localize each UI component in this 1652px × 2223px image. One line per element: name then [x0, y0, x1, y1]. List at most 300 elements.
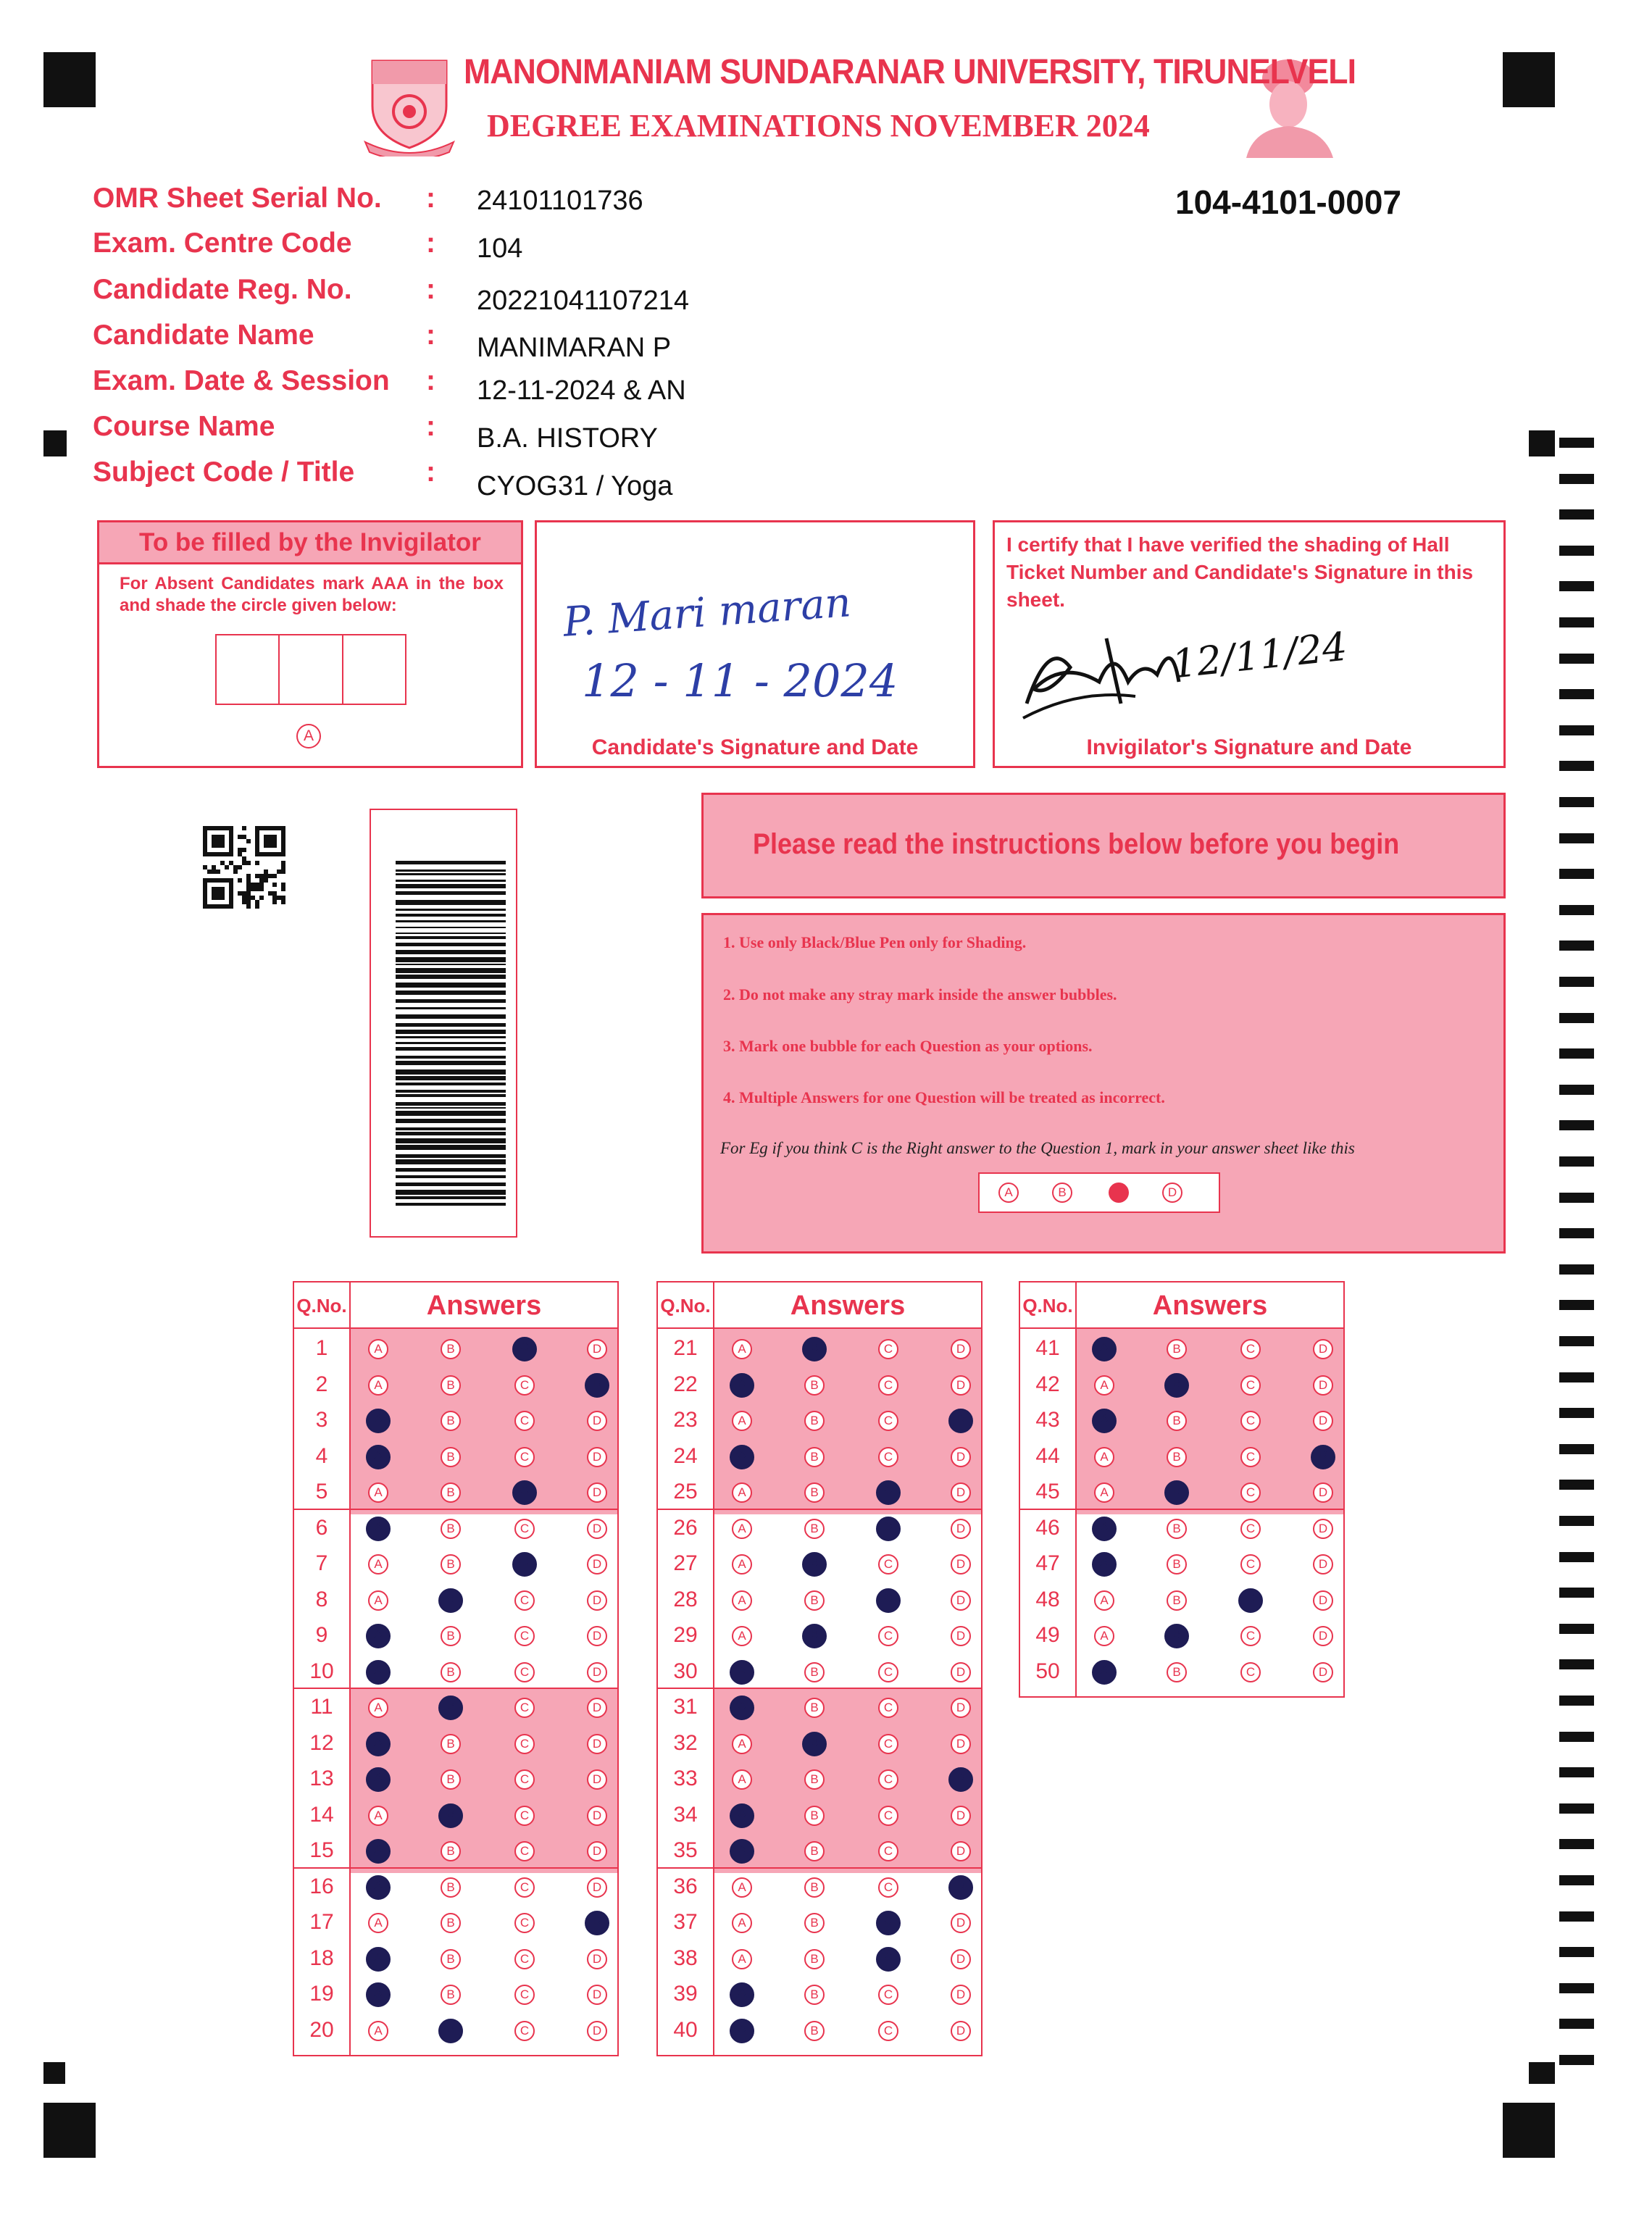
timing-mark: [1559, 761, 1594, 771]
answer-bubble-c[interactable]: C: [512, 1480, 537, 1505]
answer-bubble-a[interactable]: A: [732, 1877, 752, 1898]
answer-bubble-c[interactable]: C: [514, 1626, 535, 1646]
answer-bubble-c[interactable]: C: [514, 1375, 535, 1396]
answer-bubble-d[interactable]: D: [1313, 1339, 1333, 1359]
timing-mark: [1559, 1983, 1594, 1993]
answer-bubble-a[interactable]: A: [366, 1875, 391, 1900]
answer-bubble-b[interactable]: B: [1167, 1411, 1187, 1431]
answer-bubble-b[interactable]: B: [804, 2021, 825, 2041]
answer-bubble-c[interactable]: C: [514, 1877, 535, 1898]
answer-bubble-b[interactable]: B: [804, 1447, 825, 1467]
answer-bubble-c[interactable]: C: [878, 1626, 898, 1646]
answer-bubble-b[interactable]: B: [804, 1519, 825, 1539]
answer-bubble-b[interactable]: B: [1167, 1554, 1187, 1575]
question-number: 35: [673, 1838, 698, 1862]
answer-bubble-d[interactable]: D: [951, 1806, 971, 1826]
answer-bubble-a[interactable]: A: [1092, 1517, 1117, 1541]
booklet-code: 104-4101-0007: [1175, 183, 1402, 221]
answer-bubble-d[interactable]: D: [587, 1482, 607, 1503]
question-number: 16: [309, 1874, 334, 1898]
answer-bubble-b[interactable]: B: [804, 1949, 825, 1969]
field-value: 12-11-2024 & AN: [477, 375, 686, 406]
timing-mark: [1559, 1372, 1594, 1382]
timing-mark: [1559, 977, 1594, 987]
answer-bubble-c[interactable]: C: [1240, 1626, 1261, 1646]
answer-bubble-b[interactable]: B: [441, 1662, 461, 1682]
answer-bubble-b[interactable]: B: [804, 1482, 825, 1503]
answer-bubble-c[interactable]: C: [1240, 1447, 1261, 1467]
answer-bubble-d[interactable]: D: [951, 1841, 971, 1861]
answer-bubble-d[interactable]: D: [587, 1519, 607, 1539]
answer-bubble-d[interactable]: D: [587, 1411, 607, 1431]
answer-bubble-b[interactable]: B: [804, 1841, 825, 1861]
timing-mark: [1559, 1444, 1594, 1454]
question-number: 28: [673, 1587, 698, 1611]
answer-bubble-c[interactable]: C: [514, 1698, 535, 1718]
field-value: 20221041107214: [477, 285, 690, 316]
answer-bubble-a[interactable]: A: [366, 1839, 391, 1864]
answer-bubble-c[interactable]: C: [514, 2021, 535, 2041]
answer-bubble-d[interactable]: D: [587, 1626, 607, 1646]
question-number: 11: [310, 1695, 333, 1719]
question-number: 47: [1035, 1551, 1060, 1575]
answer-bubble-c[interactable]: C: [878, 1734, 898, 1754]
field-value: B.A. HISTORY: [477, 423, 658, 454]
answer-bubble-d[interactable]: D: [1313, 1662, 1333, 1682]
answer-bubble-c[interactable]: C: [514, 1769, 535, 1790]
answer-bubble-d[interactable]: D: [587, 1698, 607, 1718]
answer-bubble-a[interactable]: A: [368, 1913, 388, 1933]
timing-mark: [1559, 1193, 1594, 1203]
answer-bubble-a[interactable]: A: [366, 1732, 391, 1756]
answer-bubble-d[interactable]: D: [587, 1554, 607, 1575]
answers-header: Answers: [1077, 1282, 1343, 1329]
timing-mark: [1559, 1839, 1594, 1849]
answer-bubble-a[interactable]: A: [1094, 1482, 1114, 1503]
answer-bubble-d[interactable]: D: [587, 2021, 607, 2041]
timing-mark: [1559, 1048, 1594, 1059]
question-number: 18: [309, 1945, 334, 1970]
question-number: 14: [309, 1802, 334, 1827]
answer-bubble-a[interactable]: A: [366, 1624, 391, 1648]
timing-mark: [1559, 1911, 1594, 1922]
answer-bubble-d[interactable]: D: [951, 1339, 971, 1359]
answer-bubble-a[interactable]: A: [368, 1482, 388, 1503]
answer-bubble-c[interactable]: C: [878, 1985, 898, 2005]
timing-mark: [1559, 1228, 1594, 1238]
question-number: 20: [309, 2017, 334, 2042]
timing-mark: [1559, 1767, 1594, 1777]
question-number: 32: [673, 1730, 698, 1755]
answer-bubble-a[interactable]: A: [730, 1803, 754, 1828]
answer-bubble-d[interactable]: D: [1313, 1482, 1333, 1503]
answer-bubble-a[interactable]: A: [732, 1554, 752, 1575]
answer-bubble-b[interactable]: B: [441, 1841, 461, 1861]
answer-bubble-c[interactable]: C: [878, 1375, 898, 1396]
answer-bubble-b[interactable]: B: [802, 1337, 827, 1361]
answer-bubble-b[interactable]: B: [804, 1913, 825, 1933]
answer-bubble-c[interactable]: C: [514, 1913, 535, 1933]
answer-bubble-d[interactable]: D: [587, 1590, 607, 1611]
answer-bubble-a[interactable]: A: [1092, 1409, 1117, 1433]
timing-mark: [1559, 725, 1594, 735]
answer-bubble-b[interactable]: B: [441, 1734, 461, 1754]
answer-bubble-b[interactable]: B: [438, 2019, 463, 2043]
registration-mark: [43, 2062, 65, 2084]
answer-bubble-b[interactable]: B: [804, 1590, 825, 1611]
answer-bubble-a[interactable]: A: [1094, 1626, 1114, 1646]
answer-bubble-a[interactable]: A: [368, 2021, 388, 2041]
answer-bubble-b[interactable]: B: [804, 1375, 825, 1396]
answer-bubble-d[interactable]: D: [1313, 1375, 1333, 1396]
answer-bubble-c[interactable]: C: [1240, 1519, 1261, 1539]
question-number: 27: [673, 1551, 698, 1575]
question-number: 13: [309, 1767, 334, 1790]
instruction-2: 2. Do not make any stray mark inside the answer bubbles.: [723, 985, 1117, 1004]
instruction-4: 4. Multiple Answers for one Question will be treated as incorrect.: [723, 1088, 1165, 1106]
answer-bubble-c[interactable]: C: [876, 1480, 901, 1505]
question-number: 23: [673, 1408, 698, 1432]
answer-bubble-d[interactable]: D: [951, 1590, 971, 1611]
answer-bubble-d[interactable]: D: [951, 2021, 971, 2041]
answer-bubble-a[interactable]: A: [730, 1696, 754, 1720]
shaded-row-band: [351, 1401, 617, 1437]
answer-bubble-b[interactable]: B: [802, 1624, 827, 1648]
answer-bubble-b[interactable]: B: [441, 1913, 461, 1933]
answer-bubble-b[interactable]: B: [804, 1985, 825, 2005]
answer-bubble-a[interactable]: A: [1092, 1552, 1117, 1577]
block-divider: [1020, 1509, 1343, 1510]
answer-bubble-d[interactable]: D: [948, 1767, 973, 1792]
answer-bubble-c[interactable]: C: [512, 1337, 537, 1361]
answer-bubble-d[interactable]: D: [951, 1554, 971, 1575]
answer-bubble-d[interactable]: D: [587, 1806, 607, 1826]
answer-bubble-a[interactable]: A: [732, 1734, 752, 1754]
absent-code-boxes[interactable]: [215, 634, 406, 705]
block-divider: [658, 1688, 981, 1689]
answer-bubble-d[interactable]: D: [587, 1985, 607, 2005]
answer-bubble-d[interactable]: D: [948, 1409, 973, 1433]
answer-bubble-c[interactable]: C: [876, 1911, 901, 1935]
field-label: OMR Sheet Serial No.: [93, 183, 382, 214]
timing-mark: [1559, 1803, 1594, 1814]
answer-bubble-d[interactable]: D: [1313, 1411, 1333, 1431]
answer-bubble-c[interactable]: C: [878, 1806, 898, 1826]
example-bubble-d: D: [1162, 1183, 1182, 1203]
field-label: Course Name: [93, 411, 275, 442]
answer-bubble-c[interactable]: C: [1240, 1411, 1261, 1431]
answer-bubble-a[interactable]: A: [1094, 1447, 1114, 1467]
answer-bubble-d[interactable]: D: [951, 1949, 971, 1969]
answer-bubble-c[interactable]: C: [514, 1590, 535, 1611]
answer-bubble-d[interactable]: D: [1313, 1554, 1333, 1575]
answer-bubble-d[interactable]: D: [951, 1913, 971, 1933]
answer-bubble-a[interactable]: A: [1092, 1660, 1117, 1685]
answer-bubble-c[interactable]: C: [876, 1947, 901, 1972]
answer-bubble-b[interactable]: B: [804, 1698, 825, 1718]
answer-bubble-b[interactable]: B: [438, 1588, 463, 1613]
qr-code: [203, 826, 285, 909]
answer-bubble-b[interactable]: B: [804, 1806, 825, 1826]
absent-bubble[interactable]: A: [296, 724, 321, 748]
answer-bubble-d[interactable]: D: [585, 1373, 609, 1398]
answer-bubble-c[interactable]: C: [1240, 1662, 1261, 1682]
timing-mark: [1559, 905, 1594, 915]
answer-bubble-a[interactable]: A: [730, 1445, 754, 1469]
answer-bubble-c[interactable]: C: [1240, 1554, 1261, 1575]
answer-bubble-d[interactable]: D: [951, 1985, 971, 2005]
answer-bubble-c[interactable]: C: [878, 1554, 898, 1575]
answer-bubble-a[interactable]: A: [366, 1409, 391, 1433]
example-bubble-c: C: [1109, 1183, 1129, 1203]
field-label: Subject Code / Title: [93, 456, 355, 488]
block-divider: [658, 1509, 981, 1510]
timing-mark: [1559, 1516, 1594, 1526]
university-logo: [362, 55, 456, 157]
question-number: 46: [1035, 1515, 1060, 1540]
question-number: 29: [673, 1623, 698, 1647]
field-value: CYOG31 / Yoga: [477, 471, 673, 501]
answer-bubble-c[interactable]: C: [876, 1517, 901, 1541]
field-value: MANIMARAN P: [477, 333, 672, 363]
question-number: 44: [1035, 1443, 1060, 1468]
answer-bubble-d[interactable]: D: [951, 1626, 971, 1646]
answer-bubble-c[interactable]: C: [1240, 1375, 1261, 1396]
answer-bubble-c[interactable]: C: [514, 1985, 535, 2005]
question-number: 33: [673, 1767, 698, 1790]
answer-bubble-c[interactable]: C: [878, 1411, 898, 1431]
timing-mark: [1559, 1120, 1594, 1130]
answer-bubble-a[interactable]: A: [366, 1517, 391, 1541]
candidate-sign-date: 12 - 11 - 2024: [582, 654, 898, 707]
answer-bubble-a[interactable]: A: [732, 1913, 752, 1933]
answer-bubble-c[interactable]: C: [514, 1806, 535, 1826]
answer-bubble-c[interactable]: C: [1238, 1588, 1263, 1613]
answer-bubble-d[interactable]: D: [1313, 1590, 1333, 1611]
answer-bubble-b[interactable]: B: [441, 1626, 461, 1646]
answer-bubble-c[interactable]: C: [878, 1769, 898, 1790]
answer-bubble-b[interactable]: B: [441, 1985, 461, 2005]
question-number: 22: [673, 1372, 698, 1396]
answer-bubble-b[interactable]: B: [802, 1552, 827, 1577]
answer-bubble-d[interactable]: D: [1311, 1445, 1335, 1469]
timing-mark: [1559, 1156, 1594, 1167]
answer-bubble-a[interactable]: A: [732, 1949, 752, 1969]
answer-bubble-d[interactable]: D: [951, 1519, 971, 1539]
answer-bubble-d[interactable]: D: [587, 1339, 607, 1359]
answer-bubble-a[interactable]: A: [732, 1626, 752, 1646]
answer-bubble-c[interactable]: C: [876, 1588, 901, 1613]
answer-bubble-a[interactable]: A: [732, 1590, 752, 1611]
shaded-row-band: [351, 1365, 617, 1401]
invigilator-sign-caption: Invigilator's Signature and Date: [1086, 735, 1412, 759]
answer-bubble-a[interactable]: A: [730, 1982, 754, 2007]
answer-bubble-a[interactable]: A: [368, 1806, 388, 1826]
shaded-row-band: [351, 1437, 617, 1473]
question-number: 31: [673, 1695, 698, 1719]
timing-mark: [1559, 1947, 1594, 1957]
answer-bubble-b[interactable]: B: [441, 1411, 461, 1431]
answer-bubble-a[interactable]: A: [732, 1411, 752, 1431]
question-number: 17: [309, 1910, 334, 1934]
question-number: 30: [673, 1659, 698, 1683]
answer-bubble-a[interactable]: A: [368, 1375, 388, 1396]
answer-bubble-b[interactable]: B: [804, 1877, 825, 1898]
answer-bubble-d[interactable]: D: [1313, 1626, 1333, 1646]
answer-bubble-a[interactable]: A: [732, 1482, 752, 1503]
answer-bubble-d[interactable]: D: [587, 1447, 607, 1467]
answer-bubble-c[interactable]: C: [878, 2021, 898, 2041]
timing-mark: [1559, 2019, 1594, 2029]
answer-bubble-c[interactable]: C: [514, 1411, 535, 1431]
answers-header: Answers: [351, 1282, 617, 1329]
answer-bubble-c[interactable]: C: [514, 1662, 535, 1682]
timing-mark: [1559, 581, 1594, 591]
answer-bubble-c[interactable]: C: [1240, 1339, 1261, 1359]
registration-mark: [1529, 2062, 1555, 2084]
answer-bubble-b[interactable]: B: [1164, 1373, 1189, 1398]
answer-bubble-d[interactable]: D: [951, 1734, 971, 1754]
timing-mark: [1559, 654, 1594, 664]
candidate-signature-box: [535, 520, 975, 768]
timing-mark: [1559, 1013, 1594, 1023]
candidate-sign-caption: Candidate's Signature and Date: [591, 735, 919, 759]
answer-bubble-a[interactable]: A: [368, 1698, 388, 1718]
answer-bubble-c[interactable]: C: [514, 1734, 535, 1754]
question-number: 39: [673, 1982, 698, 2006]
answer-bubble-a[interactable]: A: [366, 1982, 391, 2007]
answer-bubble-c[interactable]: C: [878, 1841, 898, 1861]
answer-bubble-b[interactable]: B: [1164, 1480, 1189, 1505]
answer-bubble-d[interactable]: D: [587, 1662, 607, 1682]
answer-bubble-d[interactable]: D: [587, 1841, 607, 1861]
answer-bubble-d[interactable]: D: [585, 1911, 609, 1935]
answer-bubble-b[interactable]: B: [441, 1447, 461, 1467]
answer-table: [656, 1281, 983, 2056]
example-text: For Eg if you think C is the Right answer to the Question 1, mark in your answer sheet like this: [720, 1139, 1355, 1157]
answer-bubble-a[interactable]: A: [730, 1373, 754, 1398]
answer-bubble-a[interactable]: A: [368, 1339, 388, 1359]
answer-bubble-b[interactable]: B: [1167, 1339, 1187, 1359]
timing-mark: [1559, 1624, 1594, 1634]
answer-bubble-d[interactable]: D: [951, 1698, 971, 1718]
timing-mark: [1559, 797, 1594, 807]
answer-bubble-d[interactable]: D: [1313, 1519, 1333, 1539]
answer-bubble-c[interactable]: C: [512, 1552, 537, 1577]
certify-text: I certify that I have verified the shading of Hall Ticket Number and Candidate's Signature in this sheet.: [1006, 533, 1474, 611]
answer-bubble-a[interactable]: A: [366, 1660, 391, 1685]
registration-mark: [43, 2103, 96, 2158]
field-colon: :: [426, 456, 435, 488]
answer-bubble-c[interactable]: C: [514, 1949, 535, 1969]
answer-bubble-b[interactable]: B: [1167, 1447, 1187, 1467]
answer-bubble-a[interactable]: A: [368, 1554, 388, 1575]
answer-bubble-c[interactable]: C: [878, 1447, 898, 1467]
answer-bubble-b[interactable]: B: [441, 1554, 461, 1575]
answer-bubble-a[interactable]: A: [732, 1769, 752, 1790]
answer-bubble-a[interactable]: A: [366, 1445, 391, 1469]
answer-bubble-b[interactable]: B: [1167, 1519, 1187, 1539]
answer-bubble-c[interactable]: C: [514, 1841, 535, 1861]
answer-bubble-c[interactable]: C: [1240, 1482, 1261, 1503]
shaded-row-band: [351, 1724, 617, 1760]
answer-bubble-a[interactable]: A: [1094, 1590, 1114, 1611]
answer-bubble-a[interactable]: A: [732, 1519, 752, 1539]
answer-bubble-b[interactable]: B: [1164, 1624, 1189, 1648]
answer-bubble-a[interactable]: A: [1092, 1337, 1117, 1361]
answer-bubble-b[interactable]: B: [1167, 1590, 1187, 1611]
answer-bubble-b[interactable]: B: [438, 1696, 463, 1720]
answer-bubble-b[interactable]: B: [441, 1877, 461, 1898]
barcode-box: [370, 809, 517, 1238]
answer-bubble-d[interactable]: D: [951, 1482, 971, 1503]
answer-bubble-a[interactable]: A: [730, 1839, 754, 1864]
answer-bubble-a[interactable]: A: [366, 1767, 391, 1792]
shaded-row-band: [714, 1365, 981, 1401]
question-number: 9: [315, 1623, 328, 1647]
answer-bubble-b[interactable]: B: [441, 1375, 461, 1396]
answer-bubble-b[interactable]: B: [1167, 1662, 1187, 1682]
candidate-signature: P. Mari maran: [562, 579, 853, 646]
answer-bubble-b[interactable]: B: [441, 1519, 461, 1539]
question-number: 38: [673, 1945, 698, 1970]
answer-bubble-b[interactable]: B: [441, 1769, 461, 1790]
answer-bubble-c[interactable]: C: [878, 1339, 898, 1359]
answer-bubble-c[interactable]: C: [878, 1662, 898, 1682]
answer-bubble-a[interactable]: A: [366, 1947, 391, 1972]
question-number: 50: [1035, 1659, 1060, 1683]
answer-bubble-c[interactable]: C: [878, 1698, 898, 1718]
question-number: 15: [309, 1838, 334, 1862]
answer-bubble-b[interactable]: B: [441, 1949, 461, 1969]
shaded-row-band: [1077, 1437, 1343, 1473]
answer-bubble-d[interactable]: D: [587, 1734, 607, 1754]
answer-bubble-b[interactable]: B: [804, 1662, 825, 1682]
answer-bubble-b[interactable]: B: [802, 1732, 827, 1756]
answer-bubble-d[interactable]: D: [951, 1662, 971, 1682]
answer-bubble-b[interactable]: B: [441, 1482, 461, 1503]
timing-mark: [1559, 617, 1594, 627]
answer-bubble-a[interactable]: A: [732, 1339, 752, 1359]
field-colon: :: [426, 183, 435, 214]
timing-mark: [1559, 509, 1594, 520]
answer-bubble-a[interactable]: A: [730, 1660, 754, 1685]
registration-mark: [43, 52, 96, 107]
answer-bubble-b[interactable]: B: [438, 1803, 463, 1828]
shaded-row-band: [1077, 1401, 1343, 1437]
timing-mark: [1559, 1480, 1594, 1490]
answer-bubble-c[interactable]: C: [514, 1447, 535, 1467]
shaded-row-band: [351, 1759, 617, 1796]
answer-bubble-a[interactable]: A: [730, 2019, 754, 2043]
answer-bubble-a[interactable]: A: [368, 1590, 388, 1611]
answer-bubble-d[interactable]: D: [951, 1447, 971, 1467]
timing-mark: [1559, 474, 1594, 484]
answer-bubble-b[interactable]: B: [441, 1339, 461, 1359]
timing-mark: [1559, 1696, 1594, 1706]
answer-bubble-c[interactable]: C: [514, 1519, 535, 1539]
answer-bubble-d[interactable]: D: [587, 1949, 607, 1969]
answer-bubble-b[interactable]: B: [804, 1411, 825, 1431]
answer-bubble-a[interactable]: A: [1094, 1375, 1114, 1396]
answer-bubble-c[interactable]: C: [878, 1877, 898, 1898]
question-number: 12: [309, 1730, 334, 1755]
answer-bubble-d[interactable]: D: [948, 1875, 973, 1900]
answer-bubble-b[interactable]: B: [804, 1769, 825, 1790]
answer-bubble-d[interactable]: D: [587, 1877, 607, 1898]
answer-bubble-d[interactable]: D: [587, 1769, 607, 1790]
answer-bubble-d[interactable]: D: [951, 1375, 971, 1396]
